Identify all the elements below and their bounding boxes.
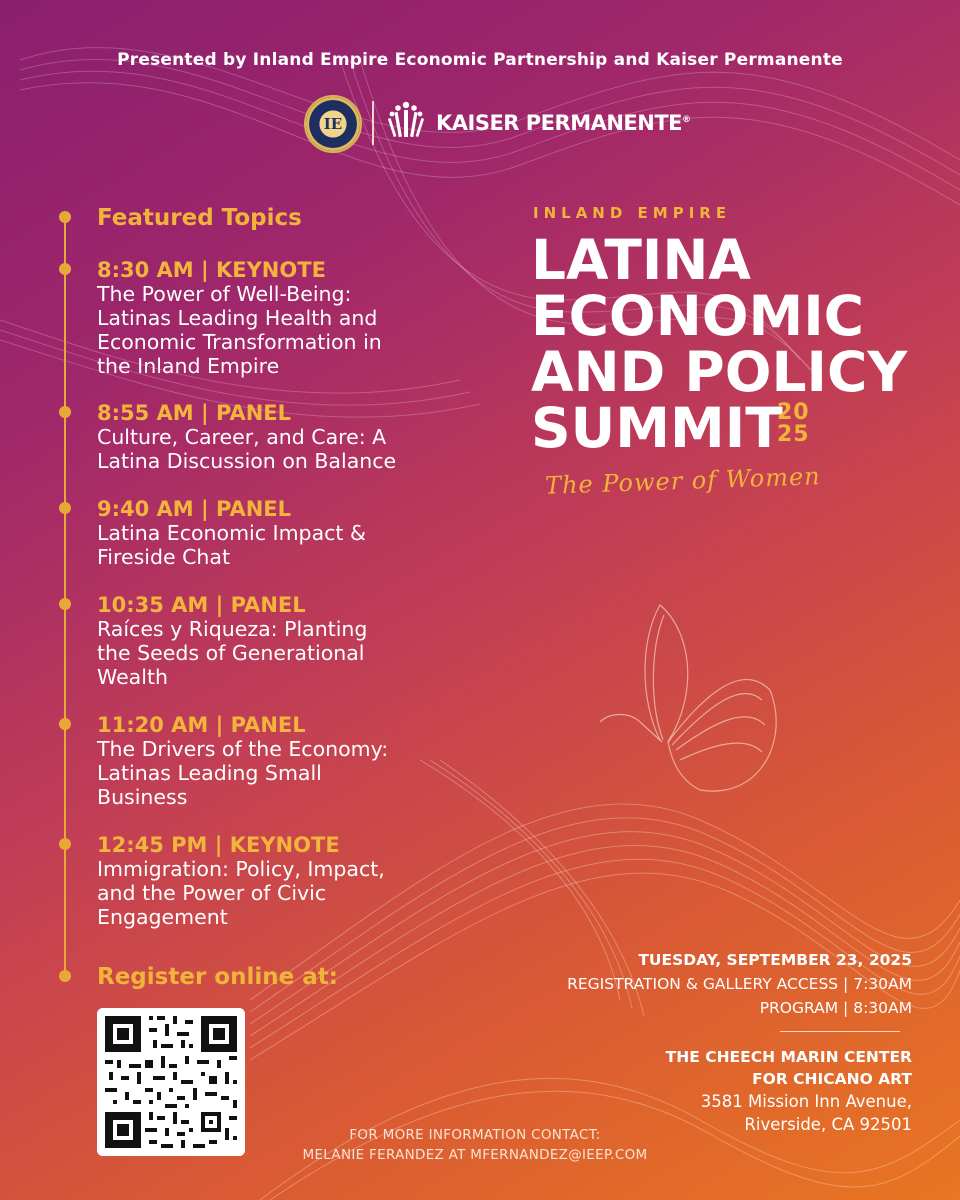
session-time: 8:55 AM | PANEL [97,401,292,425]
summit-title-line: LATINA [531,228,751,292]
registration-qr-code[interactable] [97,1008,245,1156]
session-title-line: The Drivers of the Economy: [97,737,389,761]
venue-address-line: 3581 Mission Inn Avenue, [700,1092,912,1111]
timeline-dot [59,406,71,418]
region-label: INLAND EMPIRE [533,204,732,222]
timeline-dot [59,970,71,982]
timeline-dot [59,211,71,223]
butterfly-illustration [600,605,776,791]
presented-by-text: Presented by Inland Empire Economic Partnership and Kaiser Permanente [117,50,843,70]
session-title-line: Latinas Leading Small [97,761,322,785]
ieep-logo-text: IE [323,115,343,133]
featured-topics-heading: Featured Topics [97,205,302,231]
timeline-dot [59,838,71,850]
kaiser-permanente-logo-text [436,111,691,135]
timeline-dot [59,263,71,275]
session-title-line: Immigration: Policy, Impact, [97,857,385,881]
venue-name-line: FOR CHICANO ART [752,1070,912,1088]
session-title-line: Engagement [97,905,228,929]
summit-year [777,402,810,446]
session-time: 12:45 PM | KEYNOTE [97,833,340,857]
session-title-line: Latinas Leading Health and [97,306,378,330]
timeline-dot [59,598,71,610]
session-title-line: Fireside Chat [97,545,231,569]
session-title-line: The Power of Well-Being: [97,282,352,306]
year-top: 20 [777,400,810,425]
year-bottom: 25 [777,422,810,447]
session-title-line: Raíces y Riqueza: Planting [97,617,368,641]
kaiser-people-icon [388,99,424,139]
contact-line: FOR MORE INFORMATION CONTACT: [349,1127,601,1143]
session-title-line: Latina Economic Impact & [97,521,366,545]
session-title-line: the Inland Empire [97,354,280,378]
session-title-line: Latina Discussion on Balance [97,449,397,473]
kp-wordmark: KAISER PERMANENTE [436,111,683,135]
timeline-dot [59,502,71,514]
event-date: TUESDAY, SEPTEMBER 23, 2025 [638,951,912,969]
program-time: PROGRAM | 8:30AM [759,999,912,1017]
summit-title-line: AND POLICY [531,340,908,404]
session-title-line: Culture, Career, and Care: A [97,425,387,449]
register-heading: Register online at: [97,964,338,990]
session-title-line: Wealth [97,665,168,689]
summit-title-line: SUMMIT [531,396,783,460]
agenda-session [97,401,497,473]
event-schedule-info [567,948,912,1020]
session-title-line: the Seeds of Generational [97,641,365,665]
ieep-seal-logo [304,95,362,153]
session-time: 9:40 AM | PANEL [97,497,292,521]
summit-tagline: The Power of Women [544,462,822,500]
agenda-session [97,497,497,569]
event-venue [666,1046,912,1136]
logo-divider [372,101,374,145]
session-title-line: Economic Transformation in [97,330,382,354]
session-time: 10:35 AM | PANEL [97,593,306,617]
summit-title-line: ECONOMIC [531,284,865,348]
timeline-dot [59,718,71,730]
contact-email-line[interactable]: MELANIE FERANDEZ AT MFERNANDEZ@IEEP.COM [302,1147,648,1163]
venue-name-line: THE CHEECH MARIN CENTER [665,1048,912,1066]
agenda-session [97,833,497,929]
agenda-session [97,593,497,689]
agenda-session [97,258,497,378]
summit-title [531,228,908,460]
venue-address-line: Riverside, CA 92501 [744,1115,912,1134]
info-divider [780,1031,900,1032]
registration-time: REGISTRATION & GALLERY ACCESS | 7:30AM [567,975,912,993]
session-title-line: Business [97,785,188,809]
registered-mark: ® [682,115,691,125]
session-time: 11:20 AM | PANEL [97,713,306,737]
session-time: 8:30 AM | KEYNOTE [97,258,326,282]
session-title-line: and the Power of Civic [97,881,327,905]
contact-info [265,1125,685,1165]
agenda-session [97,713,497,809]
